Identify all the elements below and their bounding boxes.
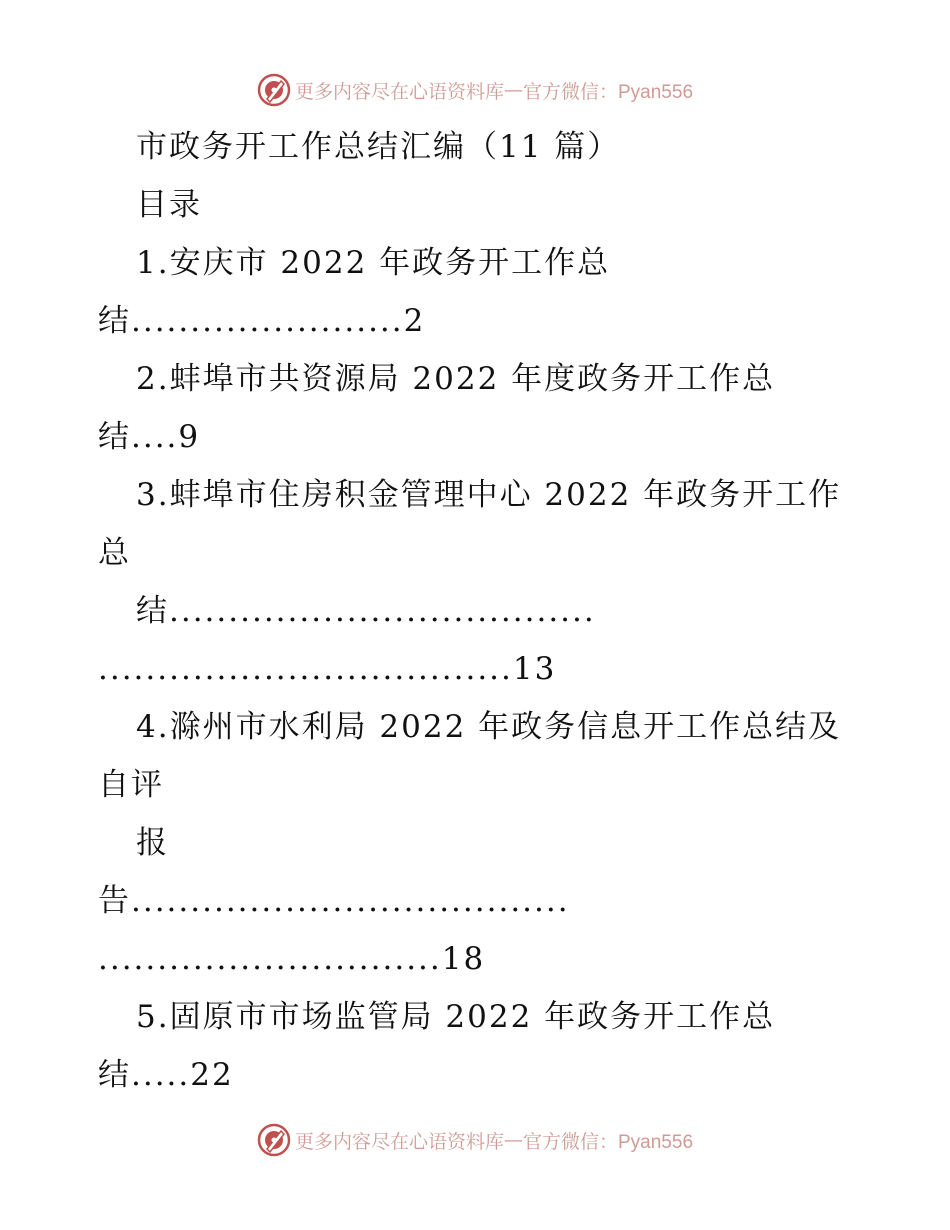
watermark-banner-bottom: [0, 1120, 950, 1160]
toc-line: 结....9: [98, 419, 201, 455]
toc-line: .............................18: [98, 941, 486, 977]
toc-line: 总: [98, 535, 131, 571]
watermark-site-text: 更多内容尽在心语资料库: [294, 1130, 504, 1153]
toc-line: 5.固原市市场监管局 2022 年政务开工作总: [136, 999, 776, 1035]
document-title: 市政务开工作总结汇编（11 篇）: [136, 129, 621, 165]
toc-line: 告.....................................: [98, 883, 570, 919]
watermark-wechat-text: 官方微信：Pyan556: [523, 81, 694, 103]
toc-line: 结.....22: [98, 1057, 234, 1093]
pen-logo-icon: [257, 73, 291, 107]
toc-line: 1.安庆市 2022 年政务开工作总: [136, 245, 611, 281]
toc-line: ...................................13: [98, 651, 557, 687]
watermark-separator: —: [504, 79, 523, 101]
toc-line: 报: [136, 825, 169, 861]
watermark-banner-top: [0, 70, 950, 110]
watermark-wechat-text: 官方微信：Pyan556: [523, 1131, 694, 1153]
pen-logo-icon: [257, 1123, 291, 1157]
toc-line: 自评: [98, 767, 164, 803]
toc-line: 结....................................: [136, 593, 596, 629]
watermark-separator: —: [504, 1129, 523, 1151]
toc-line: 4.滁州市水利局 2022 年政务信息开工作总结及: [136, 709, 842, 745]
toc-line: 3.蚌埠市住房积金管理中心 2022 年政务开工作: [136, 477, 842, 513]
toc-heading: 目录: [136, 187, 202, 223]
toc-line: 2.蚌埠市共资源局 2022 年度政务开工作总: [136, 361, 776, 397]
watermark-site-text: 更多内容尽在心语资料库: [294, 80, 504, 103]
toc-line: 结.......................2: [98, 303, 426, 339]
